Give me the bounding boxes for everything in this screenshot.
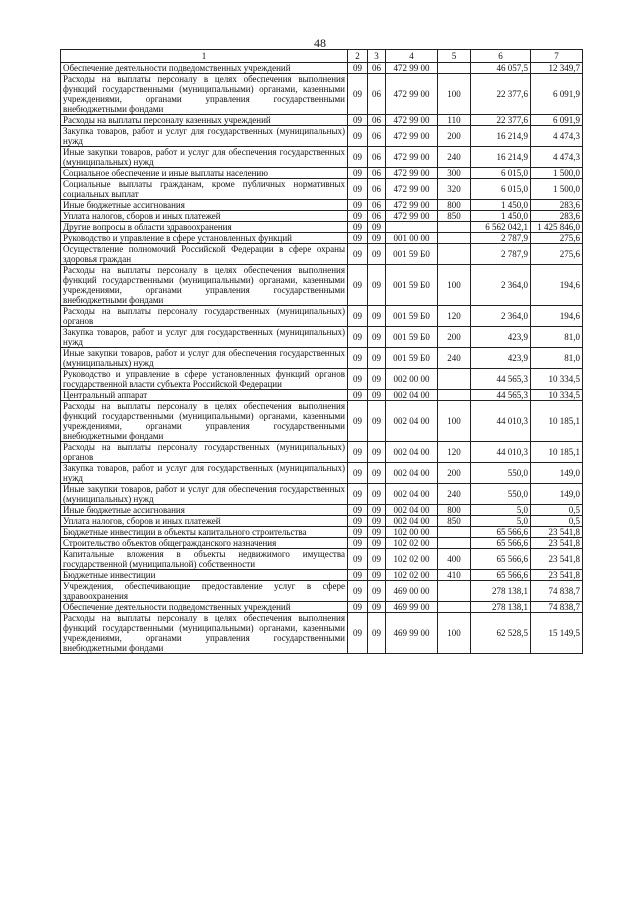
row-name-cell: Расходы на выплаты персоналу в целях обеспечения выполнения функций государственными (муниципальными) органами, казенными учреждениями, органами управления государственными внебюджетными фондами (61, 74, 348, 115)
row-name-cell: Строительство объектов общегражданского назначения (61, 538, 348, 549)
row-name-cell: Иные бюджетные ассигнования (61, 505, 348, 516)
amount-cell: 0,5 (531, 505, 583, 516)
row-name-cell: Центральный аппарат (61, 390, 348, 401)
row-name-cell: Обеспечение деятельности подведомственных учреждений (61, 602, 348, 613)
target-item-code-cell: 472 99 00 (386, 179, 438, 200)
subsection-code-cell: 09 (368, 484, 386, 505)
table-row (61, 527, 583, 538)
target-item-code-cell: 001 59 Б0 (386, 327, 438, 348)
section-code-cell: 09 (348, 505, 368, 516)
target-item-code-cell (386, 222, 438, 233)
column-header: 5 (438, 50, 471, 63)
expense-type-code-cell: 120 (438, 306, 471, 327)
amount-cell: 194,6 (531, 306, 583, 327)
column-header: 1 (61, 50, 348, 63)
table-row (61, 265, 583, 306)
section-code-cell: 09 (348, 484, 368, 505)
subsection-code-cell: 09 (368, 348, 386, 369)
table-row (61, 74, 583, 115)
expense-type-code-cell (438, 527, 471, 538)
row-name-cell: Руководство и управление в сфере установленных функций органов государственной власти субъекта Российской Федерации (61, 369, 348, 390)
amount-cell: 1 500,0 (531, 179, 583, 200)
expense-type-code-cell (438, 602, 471, 613)
expense-type-code-cell: 800 (438, 200, 471, 211)
amount-cell: 12 349,7 (531, 63, 583, 74)
row-name-cell: Закупка товаров, работ и услуг для государственных (муниципальных) нужд (61, 463, 348, 484)
table-row (61, 463, 583, 484)
subsection-code-cell: 09 (368, 505, 386, 516)
subsection-code-cell: 09 (368, 538, 386, 549)
section-code-cell: 09 (348, 538, 368, 549)
table-row (61, 549, 583, 570)
amount-cell: 22 377,6 (471, 115, 531, 126)
subsection-code-cell: 09 (368, 516, 386, 527)
row-name-cell: Иные закупки товаров, работ и услуг для обеспечения государственных (муниципальных) нужд (61, 147, 348, 168)
target-item-code-cell: 469 00 00 (386, 581, 438, 602)
amount-cell: 23 541,8 (531, 527, 583, 538)
amount-cell: 423,9 (471, 348, 531, 369)
column-header: 4 (386, 50, 438, 63)
table-row (61, 602, 583, 613)
target-item-code-cell: 102 02 00 (386, 570, 438, 581)
row-name-cell: Расходы на выплаты персоналу в целях обеспечения выполнения функций государственными (муниципальными) органами, казенными учреждениями, органами управления государственными внебюджетными фондами (61, 265, 348, 306)
subsection-code-cell: 09 (368, 306, 386, 327)
subsection-code-cell: 06 (368, 126, 386, 147)
expense-type-code-cell: 100 (438, 74, 471, 115)
subsection-code-cell: 09 (368, 602, 386, 613)
expense-type-code-cell: 300 (438, 168, 471, 179)
row-name-cell: Обеспечение деятельности подведомственных учреждений (61, 63, 348, 74)
target-item-code-cell: 002 04 00 (386, 516, 438, 527)
target-item-code-cell: 472 99 00 (386, 63, 438, 74)
amount-cell: 278 138,1 (471, 602, 531, 613)
amount-cell: 23 541,8 (531, 549, 583, 570)
table-row (61, 442, 583, 463)
target-item-code-cell: 002 04 00 (386, 442, 438, 463)
expense-type-code-cell: 120 (438, 442, 471, 463)
row-name-cell: Расходы на выплаты персоналу в целях обеспечения выполнения функций государственными (муниципальными) органами, казенными учреждениями, органами управления государственными внебюджетными фондами (61, 401, 348, 442)
section-code-cell: 09 (348, 211, 368, 222)
amount-cell: 81,0 (531, 348, 583, 369)
target-item-code-cell: 469 99 00 (386, 602, 438, 613)
table-row (61, 244, 583, 265)
row-name-cell: Расходы на выплаты персоналу государственных (муниципальных) органов (61, 442, 348, 463)
section-code-cell: 09 (348, 463, 368, 484)
subsection-code-cell: 09 (368, 442, 386, 463)
row-name-cell: Расходы на выплаты персоналу казенных учреждений (61, 115, 348, 126)
section-code-cell: 09 (348, 390, 368, 401)
amount-cell: 4 474,3 (531, 147, 583, 168)
expense-type-code-cell: 100 (438, 613, 471, 654)
table-row (61, 390, 583, 401)
row-name-cell: Капитальные вложения в объекты недвижимого имущества государственной (муниципальной) собственности (61, 549, 348, 570)
column-header: 3 (368, 50, 386, 63)
expense-type-code-cell (438, 244, 471, 265)
amount-cell: 74 838,7 (531, 602, 583, 613)
target-item-code-cell: 001 59 Б0 (386, 348, 438, 369)
target-item-code-cell: 002 04 00 (386, 463, 438, 484)
table-row (61, 200, 583, 211)
row-name-cell: Осуществление полномочий Российской Федерации в сфере охраны здоровья граждан (61, 244, 348, 265)
row-name-cell: Социальные выплаты гражданам, кроме публичных нормативных социальных выплат (61, 179, 348, 200)
expense-type-code-cell: 200 (438, 463, 471, 484)
expense-type-code-cell (438, 233, 471, 244)
amount-cell: 149,0 (531, 463, 583, 484)
row-name-cell: Закупка товаров, работ и услуг для государственных (муниципальных) нужд (61, 126, 348, 147)
amount-cell: 550,0 (471, 463, 531, 484)
table-row (61, 484, 583, 505)
subsection-code-cell: 09 (368, 233, 386, 244)
expense-type-code-cell: 240 (438, 484, 471, 505)
amount-cell: 22 377,6 (471, 74, 531, 115)
expense-type-code-cell (438, 63, 471, 74)
amount-cell: 23 541,8 (531, 538, 583, 549)
section-code-cell: 09 (348, 222, 368, 233)
amount-cell: 1 425 846,0 (531, 222, 583, 233)
subsection-code-cell: 09 (368, 401, 386, 442)
column-header: 7 (531, 50, 583, 63)
subsection-code-cell: 09 (368, 527, 386, 538)
amount-cell: 5,0 (471, 516, 531, 527)
section-code-cell: 09 (348, 306, 368, 327)
section-code-cell: 09 (348, 63, 368, 74)
table-row (61, 179, 583, 200)
expense-type-code-cell: 100 (438, 401, 471, 442)
row-name-cell: Другие вопросы в области здравоохранения (61, 222, 348, 233)
subsection-code-cell: 09 (368, 369, 386, 390)
section-code-cell: 09 (348, 442, 368, 463)
subsection-code-cell: 06 (368, 179, 386, 200)
column-header: 6 (471, 50, 531, 63)
amount-cell: 5,0 (471, 505, 531, 516)
amount-cell: 6 091,9 (531, 115, 583, 126)
table-row (61, 505, 583, 516)
table-row (61, 348, 583, 369)
section-code-cell: 09 (348, 168, 368, 179)
target-item-code-cell: 102 00 00 (386, 527, 438, 538)
subsection-code-cell: 06 (368, 211, 386, 222)
expense-type-code-cell: 800 (438, 505, 471, 516)
target-item-code-cell: 472 99 00 (386, 147, 438, 168)
row-name-cell: Бюджетные инвестиции (61, 570, 348, 581)
section-code-cell: 09 (348, 348, 368, 369)
target-item-code-cell: 472 99 00 (386, 126, 438, 147)
amount-cell: 4 474,3 (531, 126, 583, 147)
amount-cell: 81,0 (531, 327, 583, 348)
table-row (61, 369, 583, 390)
table-row (61, 126, 583, 147)
row-name-cell: Бюджетные инвестиции в объекты капитального строительства (61, 527, 348, 538)
target-item-code-cell: 472 99 00 (386, 211, 438, 222)
target-item-code-cell: 472 99 00 (386, 115, 438, 126)
target-item-code-cell: 002 04 00 (386, 390, 438, 401)
table-row (61, 211, 583, 222)
amount-cell: 46 057,5 (471, 63, 531, 74)
target-item-code-cell: 001 59 Б0 (386, 306, 438, 327)
amount-cell: 1 450,0 (471, 200, 531, 211)
subsection-code-cell: 09 (368, 327, 386, 348)
row-name-cell: Иные бюджетные ассигнования (61, 200, 348, 211)
target-item-code-cell: 002 04 00 (386, 401, 438, 442)
table-row (61, 168, 583, 179)
subsection-code-cell: 06 (368, 115, 386, 126)
amount-cell: 278 138,1 (471, 581, 531, 602)
amount-cell: 2 787,9 (471, 244, 531, 265)
subsection-code-cell: 06 (368, 74, 386, 115)
expense-type-code-cell: 100 (438, 265, 471, 306)
amount-cell: 44 565,3 (471, 369, 531, 390)
amount-cell: 44 010,3 (471, 401, 531, 442)
section-code-cell: 09 (348, 179, 368, 200)
amount-cell: 283,6 (531, 211, 583, 222)
amount-cell: 2 364,0 (471, 265, 531, 306)
subsection-code-cell: 06 (368, 168, 386, 179)
table-row (61, 115, 583, 126)
table-row (61, 581, 583, 602)
amount-cell: 0,5 (531, 516, 583, 527)
amount-cell: 275,6 (531, 233, 583, 244)
amount-cell: 65 566,6 (471, 570, 531, 581)
amount-cell: 194,6 (531, 265, 583, 306)
row-name-cell: Расходы на выплаты персоналу государственных (муниципальных) органов (61, 306, 348, 327)
amount-cell: 10 334,5 (531, 369, 583, 390)
amount-cell: 6 091,9 (531, 74, 583, 115)
section-code-cell: 09 (348, 549, 368, 570)
amount-cell: 275,6 (531, 244, 583, 265)
subsection-code-cell: 06 (368, 63, 386, 74)
table-row (61, 306, 583, 327)
table-row (61, 63, 583, 74)
table-row (61, 401, 583, 442)
expense-type-code-cell: 320 (438, 179, 471, 200)
amount-cell: 65 566,6 (471, 527, 531, 538)
amount-cell: 283,6 (531, 200, 583, 211)
expense-type-code-cell (438, 222, 471, 233)
expense-type-code-cell (438, 538, 471, 549)
amount-cell: 2 364,0 (471, 306, 531, 327)
target-item-code-cell: 001 59 Б0 (386, 244, 438, 265)
section-code-cell: 09 (348, 74, 368, 115)
budget-table (60, 49, 583, 654)
subsection-code-cell: 06 (368, 147, 386, 168)
amount-cell: 65 566,6 (471, 538, 531, 549)
section-code-cell: 09 (348, 200, 368, 211)
amount-cell: 62 528,5 (471, 613, 531, 654)
expense-type-code-cell (438, 581, 471, 602)
target-item-code-cell: 472 99 00 (386, 168, 438, 179)
amount-cell: 10 334,5 (531, 390, 583, 401)
table-row (61, 147, 583, 168)
expense-type-code-cell (438, 390, 471, 401)
section-code-cell: 09 (348, 516, 368, 527)
target-item-code-cell: 001 59 Б0 (386, 265, 438, 306)
amount-cell: 74 838,7 (531, 581, 583, 602)
section-code-cell: 09 (348, 265, 368, 306)
column-header: 2 (348, 50, 368, 63)
section-code-cell: 09 (348, 147, 368, 168)
target-item-code-cell: 102 02 00 (386, 538, 438, 549)
table-row (61, 233, 583, 244)
expense-type-code-cell (438, 369, 471, 390)
expense-type-code-cell: 110 (438, 115, 471, 126)
target-item-code-cell: 472 99 00 (386, 200, 438, 211)
table-row (61, 327, 583, 348)
amount-cell: 423,9 (471, 327, 531, 348)
target-item-code-cell: 002 04 00 (386, 484, 438, 505)
section-code-cell: 09 (348, 602, 368, 613)
row-name-cell: Иные закупки товаров, работ и услуг для обеспечения государственных (муниципальных) нужд (61, 484, 348, 505)
row-name-cell: Закупка товаров, работ и услуг для государственных (муниципальных) нужд (61, 327, 348, 348)
section-code-cell: 09 (348, 369, 368, 390)
table-row (61, 613, 583, 654)
amount-cell: 1 500,0 (531, 168, 583, 179)
row-name-cell: Расходы на выплаты персоналу в целях обеспечения выполнения функций государственными (муниципальными) органами, казенными учреждениями, органами управления государственными внебюджетными фондами (61, 613, 348, 654)
subsection-code-cell: 09 (368, 244, 386, 265)
target-item-code-cell: 001 00 00 (386, 233, 438, 244)
amount-cell: 2 787,9 (471, 233, 531, 244)
subsection-code-cell: 09 (368, 222, 386, 233)
amount-cell: 15 149,5 (531, 613, 583, 654)
amount-cell: 6 562 042,1 (471, 222, 531, 233)
subsection-code-cell: 09 (368, 581, 386, 602)
subsection-code-cell: 09 (368, 613, 386, 654)
page-number: 48 (314, 36, 326, 50)
section-code-cell: 09 (348, 233, 368, 244)
section-code-cell: 09 (348, 613, 368, 654)
subsection-code-cell: 09 (368, 463, 386, 484)
expense-type-code-cell: 240 (438, 147, 471, 168)
section-code-cell: 09 (348, 570, 368, 581)
section-code-cell: 09 (348, 527, 368, 538)
expense-type-code-cell: 850 (438, 211, 471, 222)
table-row (61, 538, 583, 549)
section-code-cell: 09 (348, 115, 368, 126)
expense-type-code-cell: 400 (438, 549, 471, 570)
target-item-code-cell: 472 99 00 (386, 74, 438, 115)
row-name-cell: Социальное обеспечение и иные выплаты населению (61, 168, 348, 179)
row-name-cell: Учреждения, обеспечивающие предоставление услуг в сфере здравоохранения (61, 581, 348, 602)
amount-cell: 65 566,6 (471, 549, 531, 570)
expense-type-code-cell: 200 (438, 126, 471, 147)
subsection-code-cell: 09 (368, 549, 386, 570)
expense-type-code-cell: 240 (438, 348, 471, 369)
section-code-cell: 09 (348, 126, 368, 147)
subsection-code-cell: 09 (368, 570, 386, 581)
section-code-cell: 09 (348, 401, 368, 442)
amount-cell: 149,0 (531, 484, 583, 505)
table-body (61, 63, 583, 654)
table-row (61, 222, 583, 233)
amount-cell: 550,0 (471, 484, 531, 505)
section-code-cell: 09 (348, 327, 368, 348)
amount-cell: 44 565,3 (471, 390, 531, 401)
table-row (61, 570, 583, 581)
target-item-code-cell: 102 02 00 (386, 549, 438, 570)
amount-cell: 10 185,1 (531, 442, 583, 463)
subsection-code-cell: 06 (368, 200, 386, 211)
target-item-code-cell: 002 00 00 (386, 369, 438, 390)
subsection-code-cell: 09 (368, 265, 386, 306)
amount-cell: 16 214,9 (471, 126, 531, 147)
amount-cell: 10 185,1 (531, 401, 583, 442)
row-name-cell: Уплата налогов, сборов и иных платежей (61, 516, 348, 527)
table-row (61, 516, 583, 527)
expense-type-code-cell: 200 (438, 327, 471, 348)
row-name-cell: Руководство и управление в сфере установленных функций (61, 233, 348, 244)
subsection-code-cell: 09 (368, 390, 386, 401)
section-code-cell: 09 (348, 244, 368, 265)
target-item-code-cell: 469 99 00 (386, 613, 438, 654)
amount-cell: 23 541,8 (531, 570, 583, 581)
amount-cell: 6 015,0 (471, 168, 531, 179)
amount-cell: 16 214,9 (471, 147, 531, 168)
row-name-cell: Иные закупки товаров, работ и услуг для обеспечения государственных (муниципальных) нужд (61, 348, 348, 369)
target-item-code-cell: 002 04 00 (386, 505, 438, 516)
amount-cell: 44 010,3 (471, 442, 531, 463)
table-header-row (61, 50, 583, 63)
amount-cell: 6 015,0 (471, 179, 531, 200)
expense-type-code-cell: 850 (438, 516, 471, 527)
amount-cell: 1 450,0 (471, 211, 531, 222)
expense-type-code-cell: 410 (438, 570, 471, 581)
section-code-cell: 09 (348, 581, 368, 602)
row-name-cell: Уплата налогов, сборов и иных платежей (61, 211, 348, 222)
